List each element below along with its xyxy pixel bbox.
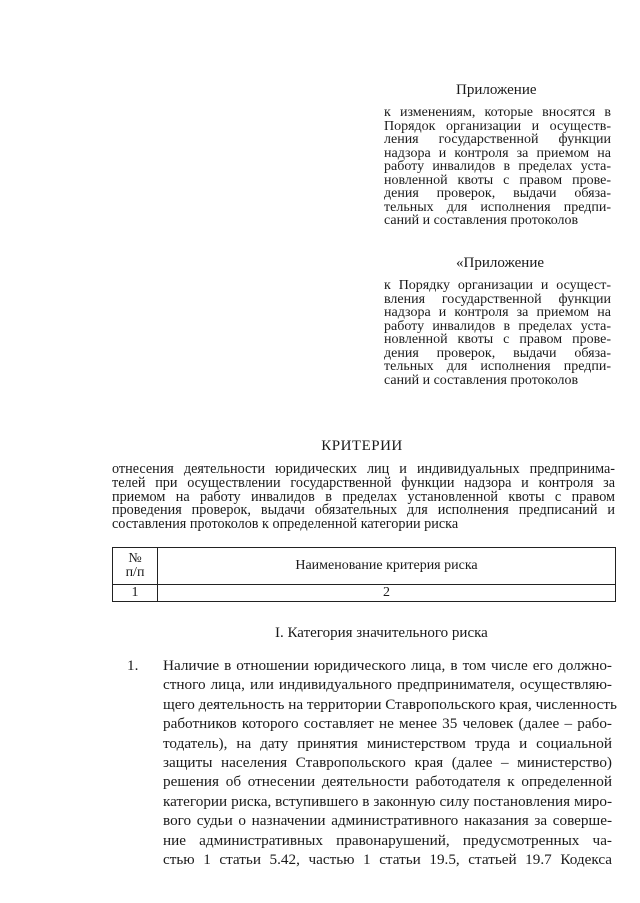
text-line: Наличие в отношении юридического лица, в том числе его должно-	[163, 657, 612, 674]
text-line: проведения проверок, выдачи обязательных для исполнения предписаний и	[112, 502, 615, 519]
text-line: тельных для исполнения предпи-	[384, 200, 611, 214]
text-line: защиты населения Ставропольского края (далее – министерство)	[163, 754, 612, 772]
appendix-2-heading: «Приложение	[456, 255, 545, 271]
text-line: дения проверок, выдачи обяза-	[384, 187, 611, 201]
text-line: телей при осуществлении государственной функции надзора и контроля за	[112, 474, 615, 491]
text-line: работу инвалидов в пределах уста-	[384, 160, 611, 174]
item-number: 1.	[127, 657, 139, 674]
col-name-header: Наименование критерия риска	[158, 548, 616, 585]
text-line: тельных для исполнения предпи-	[384, 360, 611, 374]
text-line: новленной квоты с правом прове-	[384, 173, 611, 187]
section-heading: I. Категория значительного риска	[275, 625, 488, 641]
text-line: составления протоколов к определенной категории риска	[112, 516, 459, 533]
text-line: приемом на работу инвалидов в пределах установленной квоты с правом	[112, 488, 615, 505]
col-name-index: 2	[158, 585, 616, 602]
text-line: дения проверок, выдачи обяза-	[384, 346, 611, 360]
text-line: ления государственной функции	[384, 133, 611, 147]
text-line: отнесения деятельности юридических лиц и индивидуальных предпринима-	[112, 461, 615, 477]
text-line: категории риска, вступившего в законную силу постановления миро-	[163, 792, 612, 810]
text-line: саний и составления протоколов	[384, 214, 579, 228]
col-number-header	[113, 548, 158, 585]
col-number-abbr: п/п	[125, 565, 145, 580]
text-line: к Порядку организации и осущест-	[384, 279, 611, 293]
text-line: надзора и контроля за приемом на	[384, 306, 611, 320]
text-line: новленной квоты с правом прове-	[384, 333, 611, 347]
text-line: к изменениям, которые вносятся в	[384, 106, 611, 120]
text-line: щего деятельность на территории Ставропольского края, численность	[163, 695, 617, 713]
col-number-symbol: №	[128, 551, 142, 566]
appendix-1-text	[384, 106, 611, 228]
text-line: стью 1 статьи 5.42, частью 1 статьи 19.5, статьей 19.7 Кодекса	[163, 851, 612, 869]
text-line: решения об отнесении деятельности работодателя к определенной	[163, 773, 612, 791]
text-line: Порядок организации и осуществ-	[384, 119, 611, 133]
appendix-2-text	[384, 279, 611, 387]
text-line: тодатель), на дату принятия министерством труда и социальной	[163, 734, 612, 752]
item-text	[163, 656, 617, 869]
text-line: работу инвалидов в пределах уста-	[384, 319, 611, 333]
criteria-table-header	[112, 547, 616, 602]
appendix-1-heading: Приложение	[456, 82, 537, 98]
text-line: надзора и контроля за приемом на	[384, 146, 611, 160]
criteria-subtitle	[112, 463, 615, 532]
criteria-title: КРИТЕРИИ	[321, 438, 403, 454]
text-line: вого судьи о назначении административного наказания за соверше-	[163, 812, 612, 830]
text-line: саний и составления протоколов	[384, 373, 579, 387]
text-line: вления государственной функции	[384, 292, 611, 306]
text-line: ние административных правонарушений, предусмотренных ча-	[163, 831, 612, 849]
text-line: работников которого составляет не менее 35 человек (далее – рабо-	[163, 715, 612, 733]
col-number-index: 1	[113, 585, 158, 602]
text-line: стного лица, или индивидуального предпринимателя, осуществляю-	[163, 676, 612, 694]
